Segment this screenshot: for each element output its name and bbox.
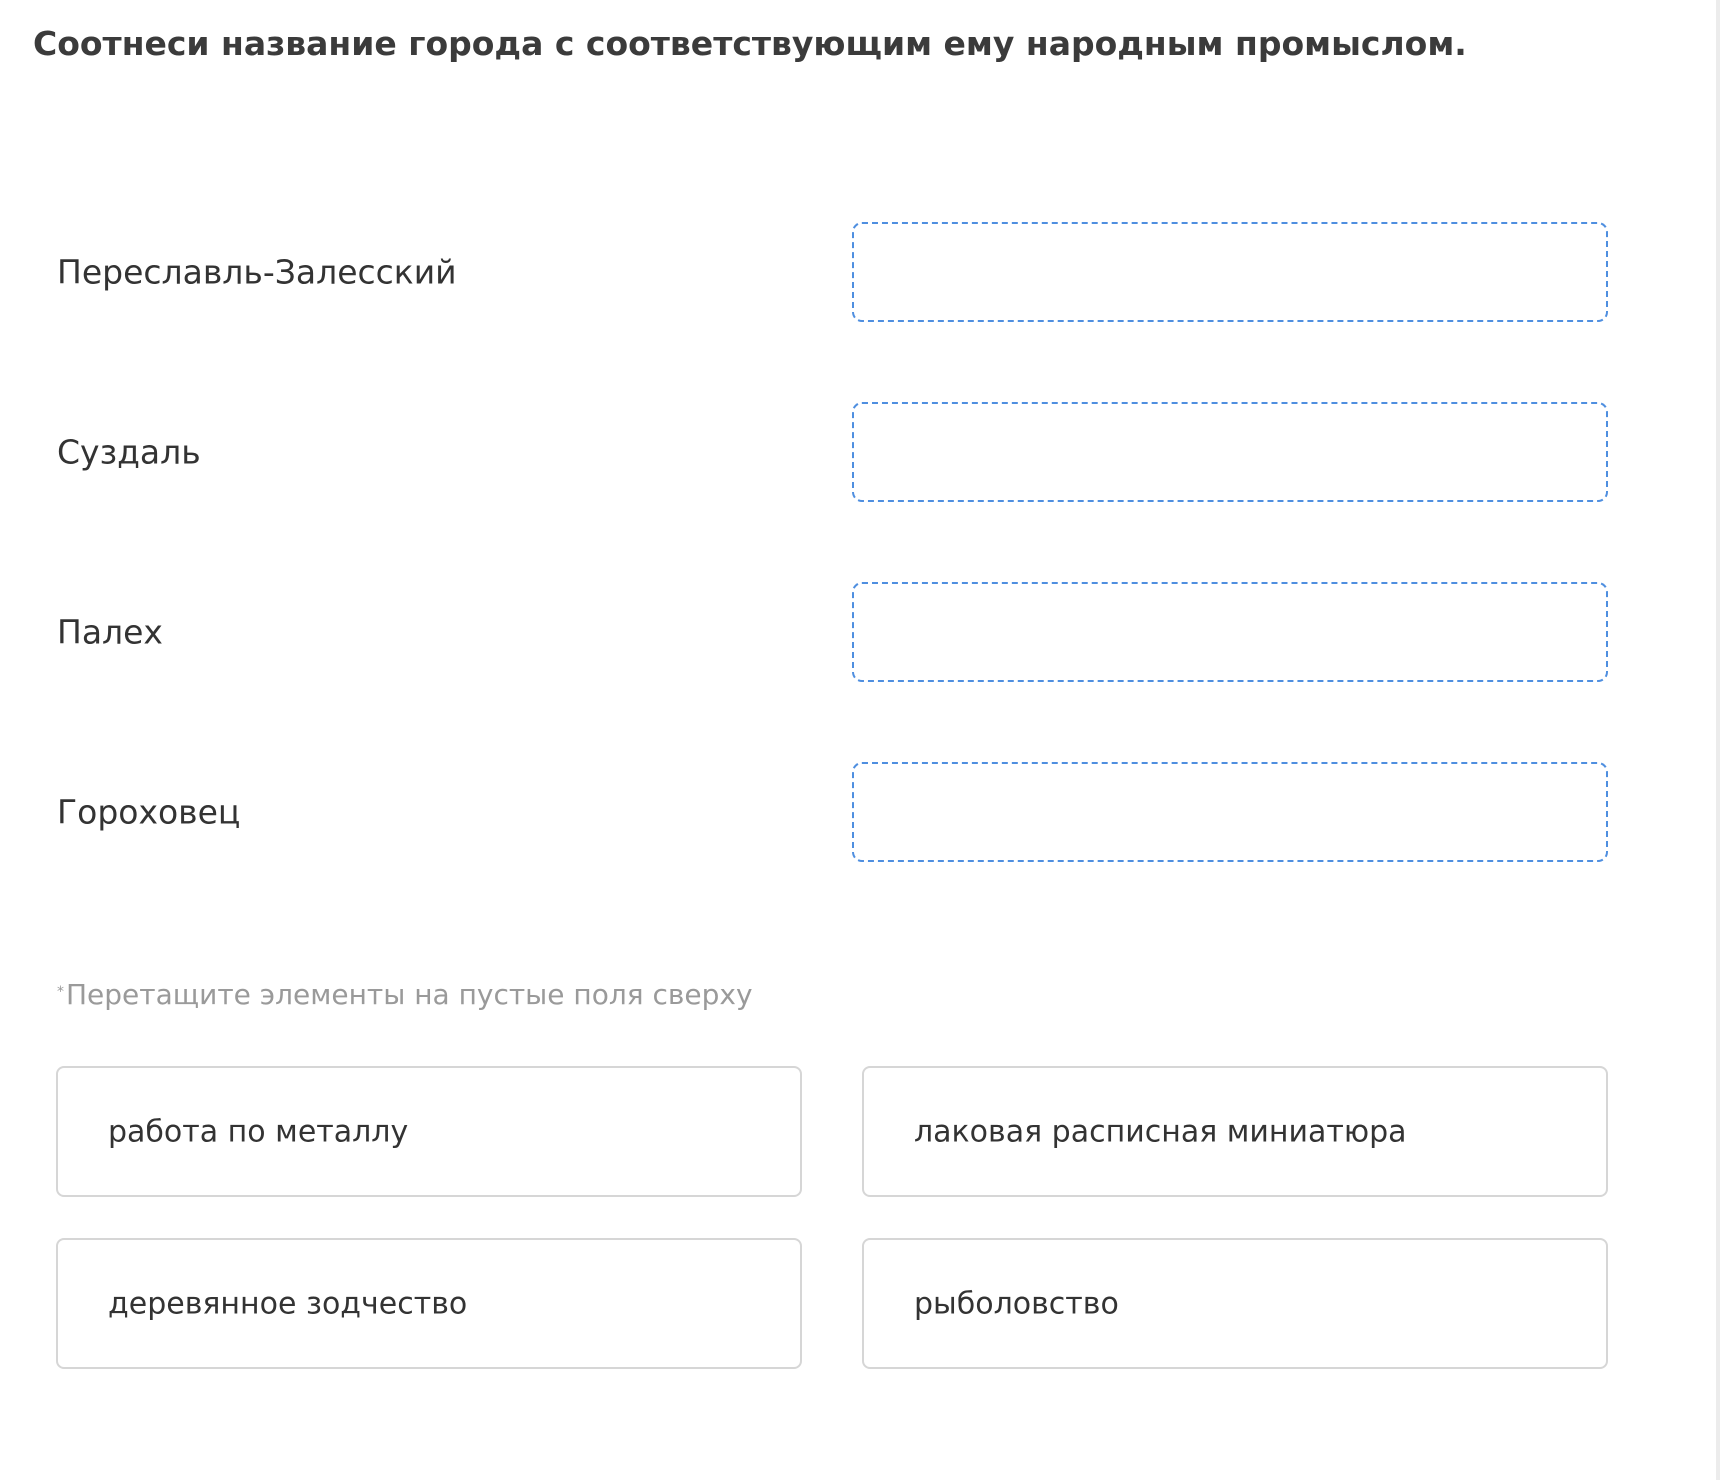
task-title: Соотнеси название города с соответствующим ему народным промыслом.: [33, 24, 1467, 63]
draggable-option-4[interactable]: [862, 1238, 1608, 1369]
option-label: рыболовство: [914, 1286, 1119, 1321]
drop-zone-1[interactable]: [852, 222, 1608, 322]
draggable-option-1[interactable]: [56, 1066, 802, 1197]
match-row-3: [0, 582, 1720, 682]
option-label: лаковая расписная миниатюра: [914, 1114, 1407, 1149]
city-label: Палех: [57, 612, 163, 652]
drag-hint: [57, 978, 753, 1011]
drop-zone-2[interactable]: [852, 402, 1608, 502]
match-row-2: [0, 402, 1720, 502]
drop-zone-4[interactable]: [852, 762, 1608, 862]
match-row-1: [0, 222, 1720, 322]
city-label: Суздаль: [57, 432, 201, 472]
option-label: работа по металлу: [108, 1114, 409, 1149]
match-row-4: [0, 762, 1720, 862]
draggable-option-3[interactable]: [56, 1238, 802, 1369]
hint-text: Перетащите элементы на пустые поля сверху: [66, 978, 753, 1011]
drop-zone-3[interactable]: [852, 582, 1608, 682]
option-label: деревянное зодчество: [108, 1286, 468, 1321]
city-label: Переславль-Залесский: [57, 252, 457, 292]
draggable-option-2[interactable]: [862, 1066, 1608, 1197]
hint-asterisk: *: [57, 984, 64, 1000]
city-label: Гороховец: [57, 792, 241, 832]
